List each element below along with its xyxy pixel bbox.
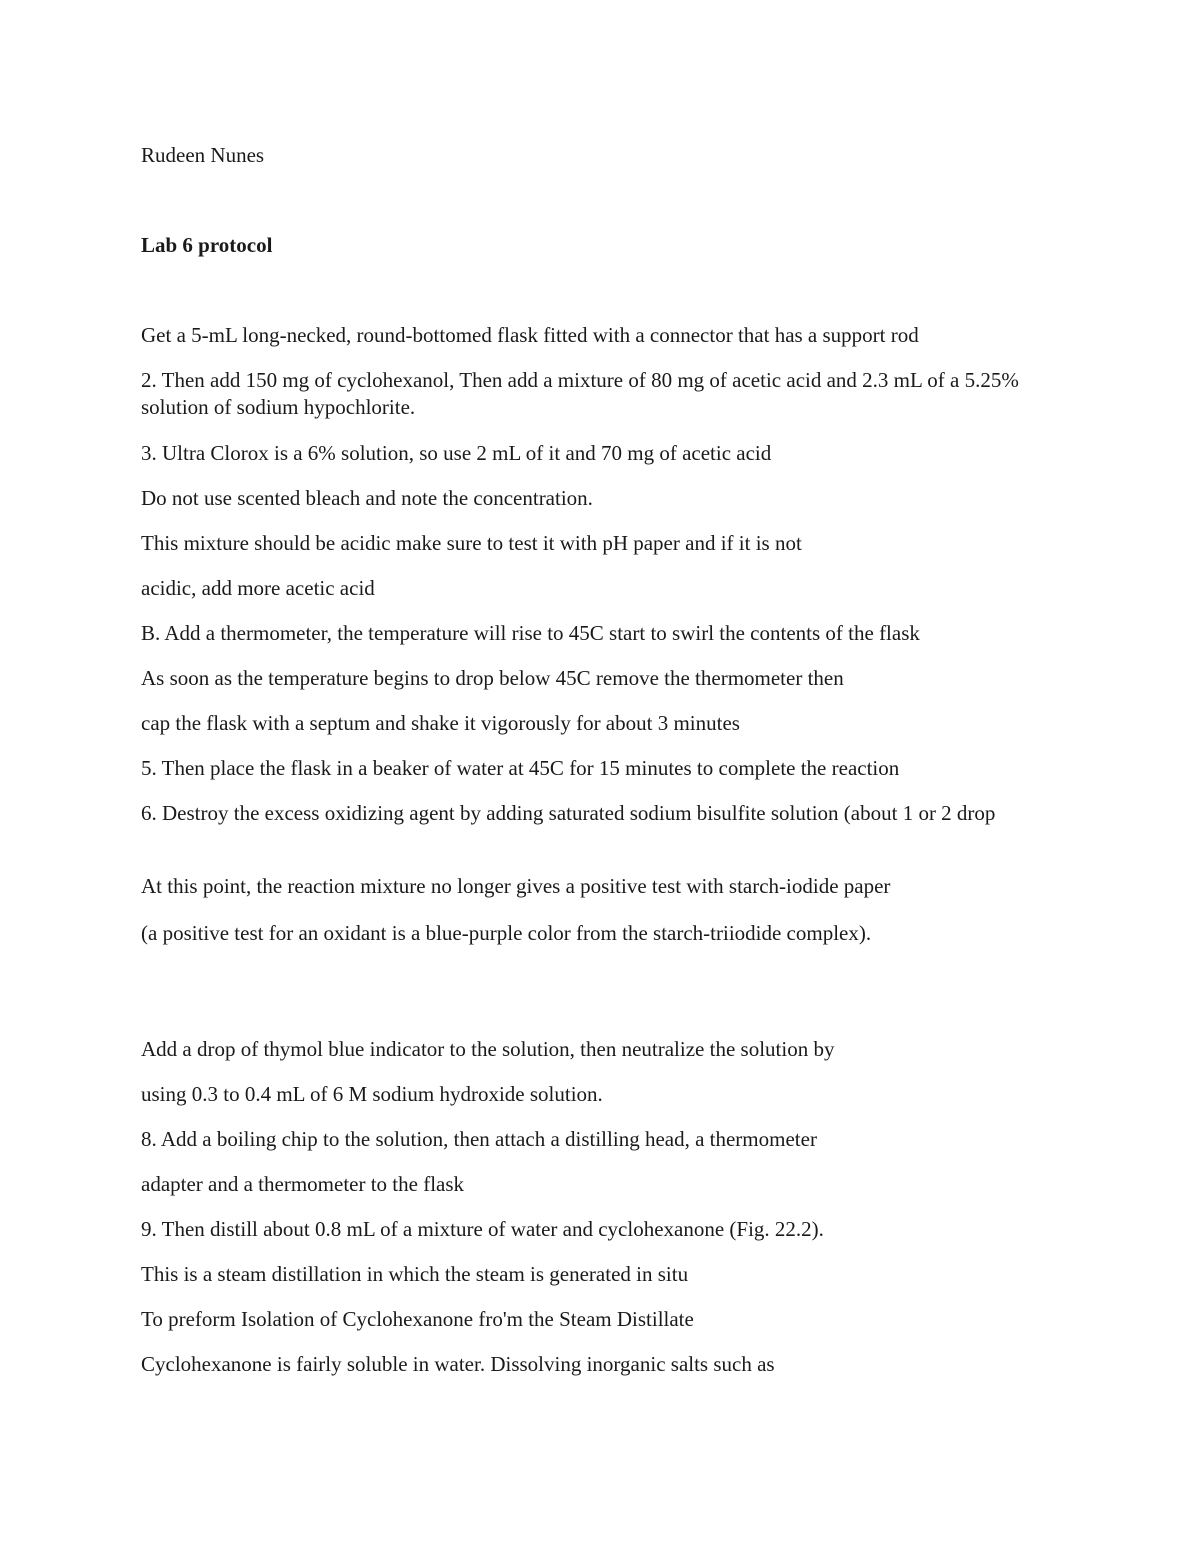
author-name: Rudeen Nunes: [141, 143, 265, 167]
paragraph-line: Add a drop of thymol blue indicator to the solution, then neutralize the solution by: [141, 1037, 835, 1061]
paragraph-line: cap the flask with a septum and shake it vigorously for about 3 minutes: [141, 711, 740, 735]
paragraph-line: 5. Then place the flask in a beaker of water at 45C for 15 minutes to complete the reaction: [141, 756, 900, 780]
paragraph-line: 8. Add a boiling chip to the solution, then attach a distilling head, a thermometer: [141, 1127, 817, 1151]
paragraph-line: Get a 5-mL long-necked, round-bottomed flask fitted with a connector that has a support rod: [141, 323, 919, 347]
paragraph-line: Do not use scented bleach and note the concentration.: [141, 486, 593, 510]
paragraph-line: At this point, the reaction mixture no longer gives a positive test with starch-iodide paper: [141, 874, 891, 898]
paragraph-line: using 0.3 to 0.4 mL of 6 M sodium hydroxide solution.: [141, 1082, 603, 1106]
paragraph-line: To preform Isolation of Cyclohexanone fro'm the Steam Distillate: [141, 1307, 694, 1331]
paragraph-line: 6. Destroy the excess oxidizing agent by adding saturated sodium bisulfite solution (about 1 or 2 drop: [141, 801, 996, 825]
paragraph-line: B. Add a thermometer, the temperature will rise to 45C start to swirl the contents of the flask: [141, 621, 920, 645]
paragraph-line: 2. Then add 150 mg of cyclohexanol, Then add a mixture of 80 mg of acetic acid and 2.3 mL of a 5.25% solution of sodium hypochlorite.: [141, 368, 1019, 419]
paragraph-line: adapter and a thermometer to the flask: [141, 1172, 465, 1196]
paragraph-line: 3. Ultra Clorox is a 6% solution, so use 2 mL of it and 70 mg of acetic acid: [141, 441, 772, 465]
paragraph-line: This mixture should be acidic make sure to test it with pH paper and if it is not: [141, 531, 802, 555]
paragraph-line: acidic, add more acetic acid: [141, 576, 375, 600]
paragraph-line: 9. Then distill about 0.8 mL of a mixture of water and cyclohexanone (Fig. 22.2).: [141, 1217, 824, 1241]
paragraph-line: (a positive test for an oxidant is a blue-purple color from the starch-triiodide complex).: [141, 921, 872, 945]
paragraph-line: Cyclohexanone is fairly soluble in water. Dissolving inorganic salts such as: [141, 1352, 775, 1376]
paragraph-line: This is a steam distillation in which the steam is generated in situ: [141, 1262, 689, 1286]
document-title: Lab 6 protocol: [141, 233, 273, 257]
paragraph-line: As soon as the temperature begins to drop below 45C remove the thermometer then: [141, 666, 844, 690]
